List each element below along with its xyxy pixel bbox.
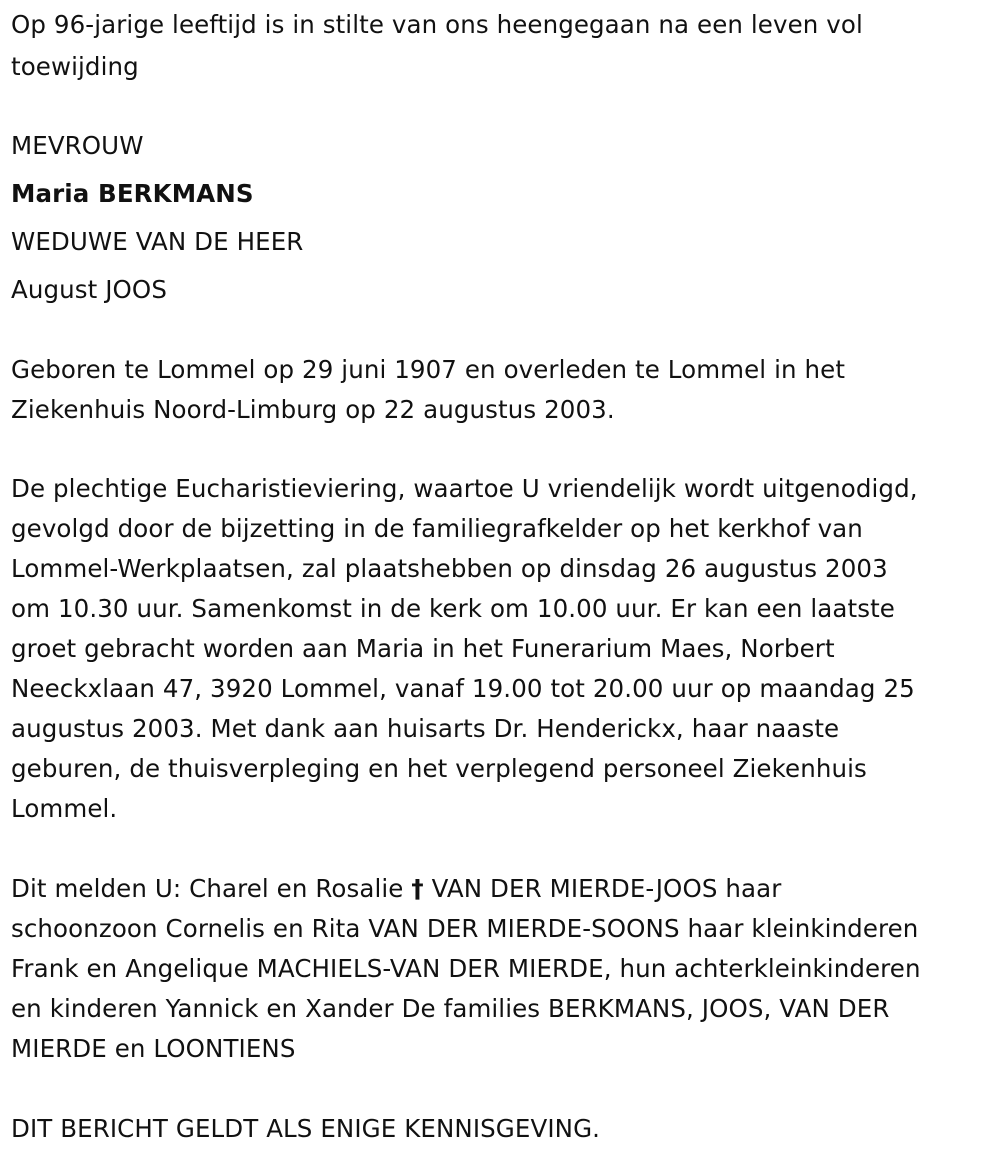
deceased-name: Maria BERKMANS — [11, 179, 254, 208]
ceremony-line: Lommel. — [11, 794, 118, 823]
ceremony-line: augustus 2003. Met dank aan huisarts Dr. Henderickx, haar naaste — [11, 714, 840, 743]
honorific: MEVROUW — [11, 131, 144, 160]
announcers-text-after-cross: VAN DER MIERDE-JOOS haar — [431, 874, 782, 903]
ceremony-line: om 10.30 uur. Samenkomst in de kerk om 10.00 uur. Er kan een laatste — [11, 594, 895, 623]
closing-statement: DIT BERICHT GELDT ALS ENIGE KENNISGEVING. — [11, 1114, 601, 1143]
announcers-line-1 — [11, 869, 781, 909]
birth-death-line-2: Ziekenhuis Noord-Limburg op 22 augustus 2003. — [11, 395, 615, 424]
spouse-name: August JOOS — [11, 275, 167, 304]
announcers-line: en kinderen Yannick en Xander De families BERKMANS, JOOS, VAN DER — [11, 994, 890, 1023]
ceremony-line: De plechtige Eucharistieviering, waartoe U vriendelijk wordt uitgenodigd, — [11, 474, 918, 503]
ceremony-line: Lommel-Werkplaatsen, zal plaatshebben op dinsdag 26 augustus 2003 — [11, 554, 888, 583]
widow-relation: WEDUWE VAN DE HEER — [11, 227, 304, 256]
ceremony-line: geburen, de thuisverpleging en het verplegend personeel Ziekenhuis — [11, 754, 867, 783]
intro-line-1: Op 96-jarige leeftijd is in stilte van ons heengegaan na een leven vol — [11, 10, 863, 39]
ceremony-line: gevolgd door de bijzetting in de familiegrafkelder op het kerkhof van — [11, 514, 863, 543]
announcers-line: schoonzoon Cornelis en Rita VAN DER MIERDE-SOONS haar kleinkinderen — [11, 914, 919, 943]
announcers-line: Frank en Angelique MACHIELS-VAN DER MIERDE, hun achterkleinkinderen — [11, 954, 921, 983]
intro-line-2: toewijding — [11, 52, 139, 81]
ceremony-line: groet gebracht worden aan Maria in het Funerarium Maes, Norbert — [11, 634, 835, 663]
announcers-line: MIERDE en LOONTIENS — [11, 1034, 296, 1063]
announcers-text-before-cross: Dit melden U: Charel en Rosalie — [11, 874, 404, 903]
ceremony-line: Neeckxlaan 47, 3920 Lommel, vanaf 19.00 tot 20.00 uur op maandag 25 — [11, 674, 915, 703]
birth-death-line-1: Geboren te Lommel op 29 juni 1907 en overleden te Lommel in het — [11, 355, 846, 384]
cross-icon: † — [411, 874, 424, 903]
